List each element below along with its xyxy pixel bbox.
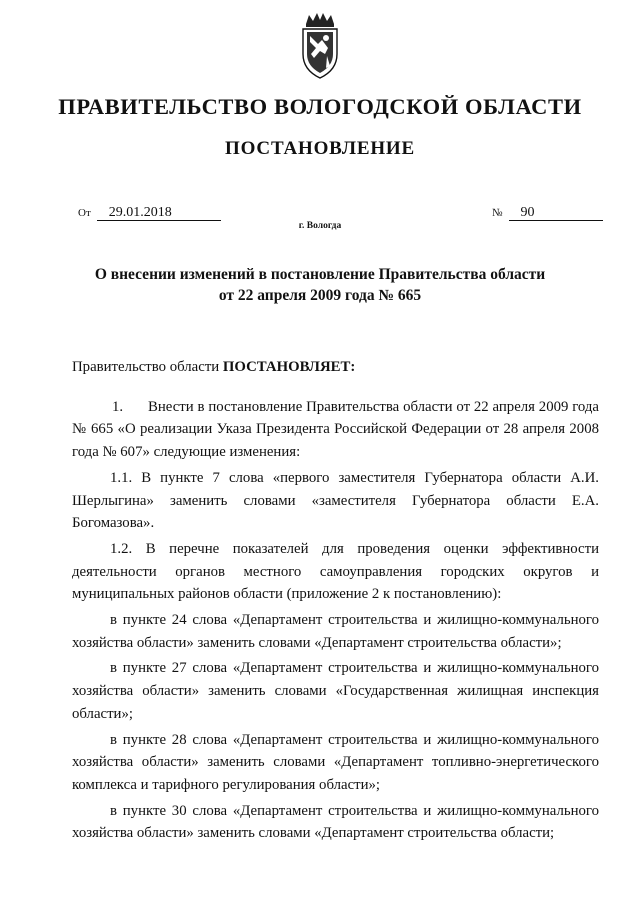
- paragraph-1-text: Внести в постановление Правительства области от 22 апреля 2009 года № 665 «О реализации Указа Президента Российской Федерации от 28 апреля 2008 года № 607» следующие изменения:: [72, 398, 599, 461]
- city: г. Вологда: [298, 221, 342, 231]
- number-row: [492, 204, 603, 221]
- paragraph-1-number: 1.: [112, 398, 124, 415]
- date-row: [78, 204, 221, 221]
- document-date: 29.01.2018: [97, 205, 221, 221]
- number-label: №: [492, 207, 503, 219]
- document-subject: [60, 264, 580, 306]
- document-number: 90: [509, 205, 603, 221]
- subject-line-1: О внесении изменений в постановление Правительства области: [94, 266, 546, 283]
- paragraph-1-2: 1.2. В перечне показателей для проведения оценки эффективности деятельности органов местного самоуправления городских округов и муниципальных районов области (приложение 2 к постановлению):: [72, 540, 599, 603]
- paragraph-1: [72, 396, 599, 464]
- paragraph-1-1: 1.1. В пункте 7 слова «первого заместителя Губернатора области А.И. Шерлыгина» заменить словами «заместителя Губернатора области Е.А. Богомазова».: [72, 469, 599, 532]
- list-item-27: в пункте 27 слова «Департамент строительства и жилищно-коммунального хозяйства области» заменить словами «Государственная жилищная инспекция области»;: [72, 660, 599, 722]
- list-item-30: в пункте 30 слова «Департамент строительства и жилищно-коммунального хозяйства области» заменить словами «Департамент строительства области;: [72, 802, 599, 842]
- list-item-28: в пункте 28 слова «Департамент строительства и жилищно-коммунального хозяйства области» заменить словами «Департамент топливно-энергетического комплекса и тарифного регулирования области»;: [72, 731, 599, 793]
- document-body: [72, 356, 599, 848]
- lead-paragraph: [72, 356, 599, 379]
- lead-prefix: Правительство области: [72, 359, 223, 375]
- vologda-coat-of-arms-icon: [298, 10, 342, 82]
- government-title: ПРАВИТЕЛЬСТВО ВОЛОГОДСКОЙ ОБЛАСТИ: [58, 94, 582, 119]
- list-item-24: в пункте 24 слова «Департамент строительства и жилищно-коммунального хозяйства области» заменить словами «Департамент строительства области»;: [72, 612, 599, 651]
- date-label: От: [78, 207, 91, 219]
- subject-line-2: от 22 апреля 2009 года № 665: [218, 287, 422, 304]
- lead-bold: ПОСТАНОВЛЯЕТ:: [222, 359, 356, 375]
- document-type: ПОСТАНОВЛЕНИЕ: [225, 138, 415, 159]
